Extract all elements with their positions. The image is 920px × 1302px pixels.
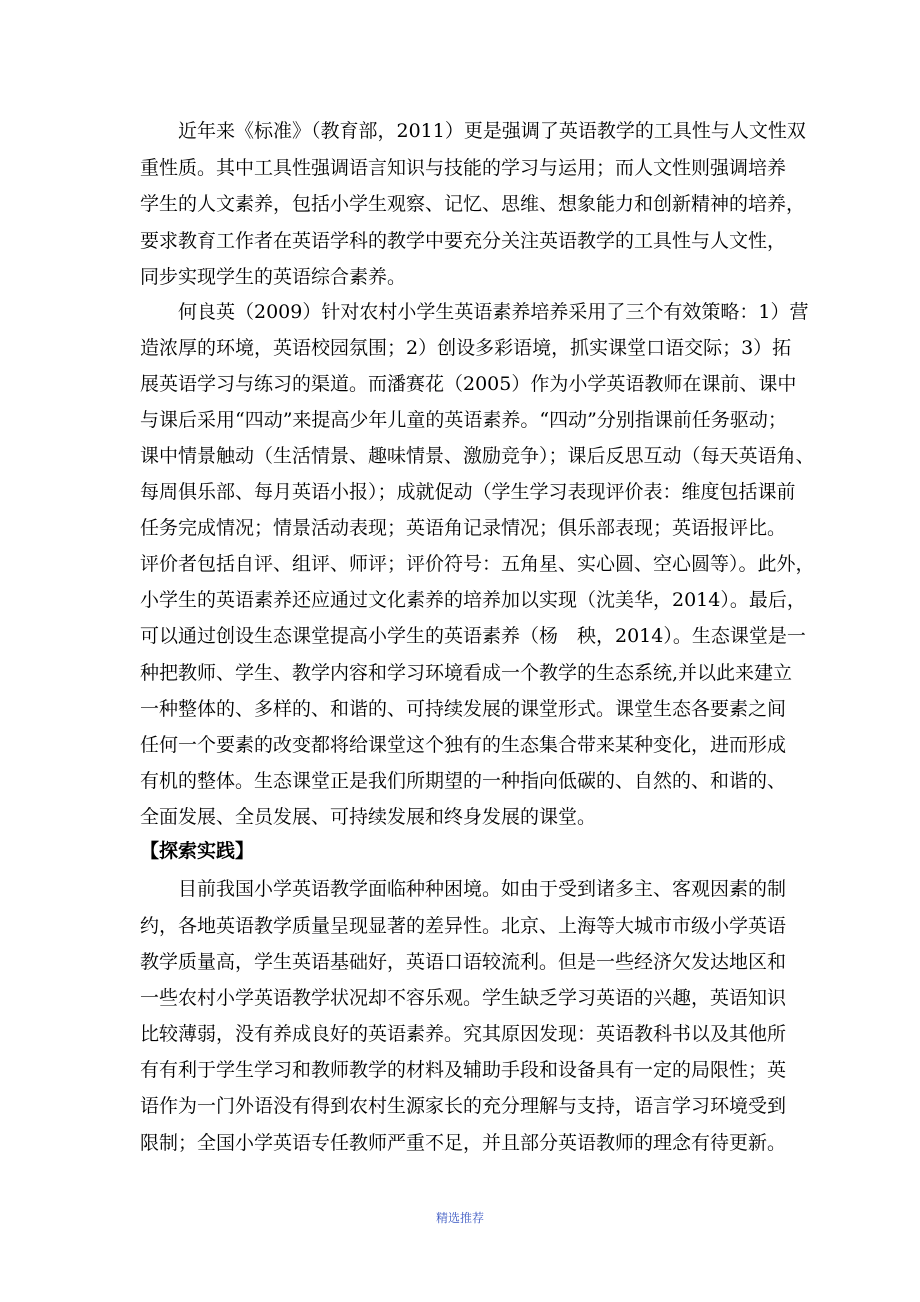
page-footer: 精选推荐 xyxy=(435,1211,484,1225)
text-line: 要求教育工作者在英语学科的教学中要充分关注英语教学的工具性与人文性， xyxy=(140,230,787,252)
text-line: 重性质。其中工具性强调语言知识与技能的学习与运用；而人文性则强调培养 xyxy=(140,157,787,179)
text-line: 比较薄弱，没有养成良好的英语素养。究其原因发现：英语教科书以及其他所 xyxy=(140,1023,787,1045)
text-line: 同步实现学生的英语综合素养。 xyxy=(140,266,407,288)
text-line: 小学生的英语素养还应通过文化素养的培养加以实现（沈美华，2014）。最后， xyxy=(140,589,806,611)
text-line: 目前我国小学英语教学面临种种困境。如由于受到诸多主、客观因素的制 xyxy=(178,878,787,900)
text-line: 每周俱乐部、每月英语小报）；成就促动（学生学习表现评价表：维度包括课前 xyxy=(140,481,796,503)
text-line: 近年来《标准》（教育部，2011）更是强调了英语教学的工具性与人文性双 xyxy=(178,120,806,142)
text-line: 学生的人文素养，包括小学生观察、记忆、思维、想象能力和创新精神的培养， xyxy=(140,193,806,215)
text-line: 课中情景触动（生活情景、趣味情景、激励竞争）；课后反思互动（每天英语角、 xyxy=(140,445,815,467)
text-line: 任何一个要素的改变都将给课堂这个独有的生态集合带来某种变化，进而形成 xyxy=(140,734,787,756)
text-line: 限制；全国小学英语专任教师严重不足，并且部分英语教师的理念有待更新。 xyxy=(140,1132,787,1154)
text-line: 教学质量高，学生英语基础好，英语口语较流利。但是一些经济欠发达地区和 xyxy=(140,951,787,973)
text-line: 可以通过创设生态课堂提高小学生的英语素养（杨 秧，2014）。生态课堂是一 xyxy=(140,625,806,647)
section-heading: 【探索实践】 xyxy=(140,840,255,862)
text-line: 有机的整体。生态课堂正是我们所期望的一种指向低碳的、自然的、和谐的、 xyxy=(140,770,787,792)
text-line: 全面发展、全员发展、可持续发展和终身发展的课堂。 xyxy=(140,806,597,828)
text-line: 任务完成情况；情景活动表现；英语角记录情况；俱乐部表现；英语报评比。 xyxy=(140,517,787,539)
text-line: 种把教师、学生、教学内容和学习环境看成一个教学的生态系统,并以此来建立 xyxy=(140,662,793,684)
text-line: 评价者包括自评、组评、师评；评价符号：五角星、实心圆、空心圆等）。此外， xyxy=(140,553,815,575)
text-line: 一些农村小学英语教学状况却不容乐观。学生缺乏学习英语的兴趣，英语知识 xyxy=(140,987,787,1009)
text-line: 约，各地英语教学质量呈现显著的差异性。北京、上海等大城市市级小学英语 xyxy=(140,915,787,937)
text-line: 与课后采用“四动”来提高少年儿童的英语素养。“四动”分别指课前任务驱动； xyxy=(140,409,787,431)
text-line: 一种整体的、多样的、和谐的、可持续发展的课堂形式。课堂生态各要素之间 xyxy=(140,698,787,720)
text-line: 语作为一门外语没有得到农村生源家长的充分理解与支持，语言学习环境受到 xyxy=(140,1095,787,1117)
text-line: 造浓厚的环境，英语校园氛围；2）创设多彩语境，抓实课堂口语交际；3）拓 xyxy=(140,337,792,359)
text-line: 有有利于学生学习和教师教学的材料及辅助手段和设备具有一定的局限性；英 xyxy=(140,1059,787,1081)
text-line: 何良英（2009）针对农村小学生英语素养培养采用了三个有效策略：1）营 xyxy=(178,301,809,323)
text-line: 展英语学习与练习的渠道。而潘赛花（2005）作为小学英语教师在课前、课中 xyxy=(140,373,797,395)
